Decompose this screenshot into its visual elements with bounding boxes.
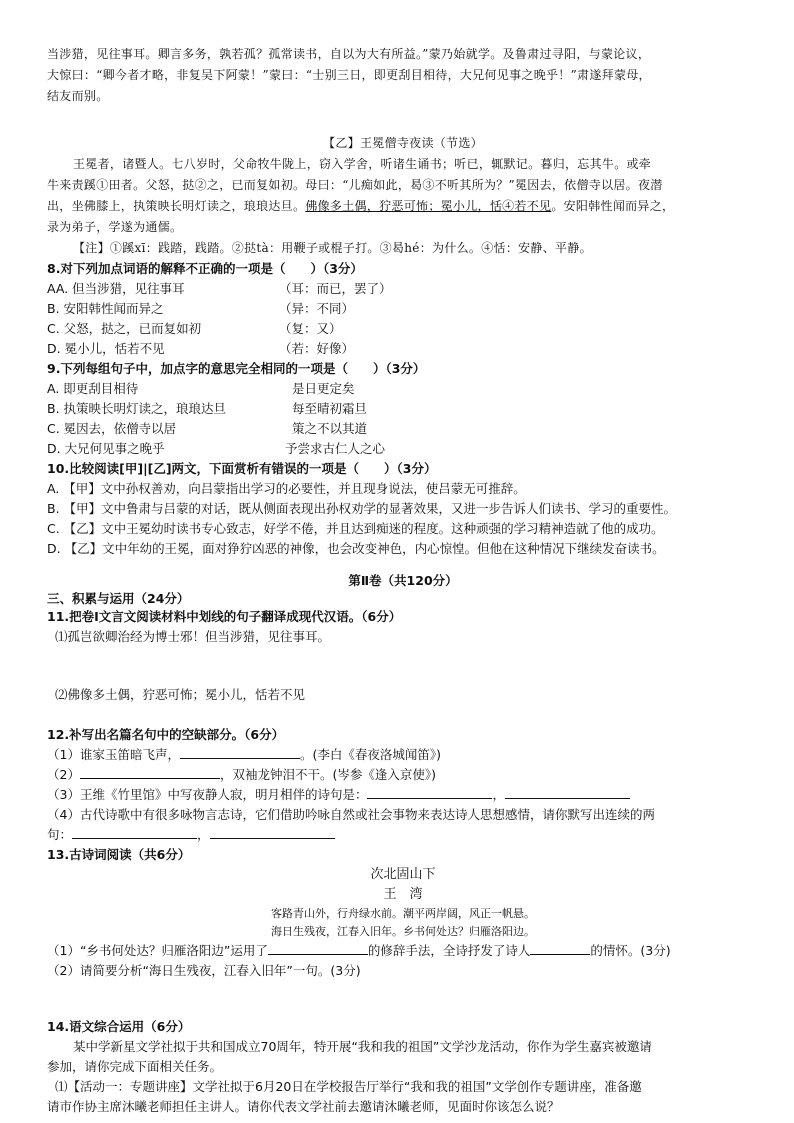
option-row (47, 379, 759, 399)
option-compare: 是日更定矣 (292, 381, 355, 396)
fill-text: 的情怀。(3分) (590, 943, 671, 958)
passage-a-line: 结友而别。 (47, 89, 109, 103)
option-text: D. 大兄何见事之晚乎 (47, 441, 165, 456)
translate-sentence-1: ⑴孤岂欲卿治经为博士邪！但当涉猎，见往事耳。 (55, 629, 331, 644)
question-10 (47, 459, 759, 559)
fill-text: （3）王维《竹里馆》中写夜静人寂，明月相伴的诗句是： (47, 787, 368, 802)
question-10-stem: 10.比较阅读[甲]|[乙]两文，下面赏析有错误的一项是（ ）（3分） (47, 461, 437, 476)
translate-sentence-2: ⑵佛像多土偶，狞恶可怖；冕小儿，恬若不见 (55, 687, 306, 702)
answer-blank[interactable] (210, 826, 335, 839)
option-text: D. 【乙】文中年幼的王冕，面对狰狞凶恶的神像，也会改变神色，内心惊惶。但他在这种情况下继续发奋读书。 (47, 541, 665, 556)
question-9-stem: 9.下列每组句子中，加点字的意思完全相同的一项是（ ）（3分） (47, 361, 426, 376)
answer-blank[interactable] (268, 942, 368, 955)
option-text: B. 安阳韩性闻而异之 (47, 301, 164, 316)
option-row (47, 419, 759, 439)
part-2-title: 第Ⅱ卷（共120分） (348, 573, 458, 588)
passage-b-line: 录为弟子，学遂为通儒。 (47, 220, 183, 234)
question-14-stem: 14.语文综合运用（6分） (47, 1019, 191, 1034)
option-row (47, 319, 759, 339)
option-text: C. 【乙】文中王冕幼时读书专心致志，好学不倦，并且达到痴迷的程度。这种顽强的学习精神造就了他的成功。 (47, 521, 664, 536)
activity-line: ⑴【活动一：专题讲座】文学社拟于6月20日在学校报告厅举行“我和我的祖国”文学创作专题讲座，准备邀 (55, 1079, 642, 1094)
fill-text: ， (492, 787, 505, 802)
fill-line (47, 825, 759, 845)
option-note: （异：不同） (279, 301, 355, 316)
option-row (47, 439, 759, 459)
option-row (47, 399, 759, 419)
answer-space (47, 647, 759, 685)
activity-line: 请市作协主席沐曦老师担任主讲人。请你代表文学社前去邀请沐曦老师，见面时你该怎么说？ (47, 1099, 560, 1114)
passage-a-line: 当涉猎，见往事耳。卿言多务，孰若孤？孤常读书，自以为大有所益。”蒙乃始就学。及鲁肃过寻阳，与蒙论议， (47, 47, 651, 61)
passage-b-text: 出，坐佛膝上，执策映长明灯读之，琅琅达旦。 (47, 199, 306, 213)
sub-question (47, 941, 759, 961)
question-9 (47, 359, 759, 459)
option-text: A. 【甲】文中孙权善劝，向吕蒙指出学习的必要性，并且现身说法，使吕蒙无可推辞。 (47, 481, 526, 496)
question-14 (47, 1017, 759, 1117)
passage-a-ending (47, 44, 759, 107)
underlined-sentence: 佛像多土偶，狞恶可怖；冕小儿，恬④若不见 (305, 199, 552, 213)
fill-text: 句： (47, 827, 73, 842)
question-13-stem: 13.古诗词阅读（共6分） (47, 847, 191, 862)
option-text: C. 冕因去，依僧寺以居 (47, 421, 177, 436)
passage-b-line (47, 196, 759, 217)
poem-author: 王 湾 (383, 887, 423, 902)
option-text: C. 父怒，挞之，已而复如初 (47, 321, 202, 336)
question-11-stem: 11.把卷Ⅰ文言文阅读材料中划线的句子翻译成现代汉语。（6分） (47, 609, 402, 624)
option-row (47, 299, 759, 319)
passage-a-line: 大惊曰：“卿今者才略，非复吴下阿蒙！”蒙曰：“士别三日，即更刮目相待，大兄何见事之晚乎！”肃遂拜蒙母， (47, 68, 651, 82)
option-compare: 予尝求古仁人之心 (285, 441, 386, 456)
fill-text: （1）“乡书何处达？归雁洛阳边”运用了 (47, 943, 268, 958)
passage-b-title: 【乙】王冕僧寺夜读（节选） (323, 136, 483, 150)
answer-blank[interactable] (80, 766, 220, 779)
option-note: （若：好像） (279, 341, 355, 356)
question-11 (47, 607, 759, 705)
answer-blank[interactable] (72, 826, 197, 839)
option-text: A. 即更刮目相待 (47, 381, 139, 396)
option-text: B. 执策映长明灯读之，琅琅达旦 (47, 401, 227, 416)
intro-line: 某中学新星文学社拟于共和国成立70周年，特开展“我和我的祖国”文学沙龙活动，你作为学生嘉宾被邀请 (73, 1039, 652, 1054)
option-text: AA. 但当涉猎，见往事耳 (47, 281, 185, 296)
option-note: （复：又） (279, 321, 342, 336)
question-8 (47, 259, 759, 359)
answer-blank[interactable] (180, 746, 300, 759)
question-12 (47, 725, 759, 845)
option-compare: 每至晴初霜旦 (292, 401, 368, 416)
option-text: B. 【甲】文中鲁肃与吕蒙的对话，既从侧面表现出孙权劝学的显著效果，又进一步告诉人们读书、学习的重要性。 (47, 501, 677, 516)
option-compare: 策之不以其道 (292, 421, 368, 436)
fill-text: （1）谁家玉笛暗飞声， (47, 747, 180, 762)
option-text: D. 冕小儿，恬若不见 (47, 341, 165, 356)
option-row (47, 339, 759, 359)
fill-text: 的修辞手法，全诗抒发了诗人 (367, 943, 531, 958)
passage-b-line: 牛来责蹊①田者。父怒，挞②之，已而复如初。母曰：“儿痴如此，曷③不听其所为？”冕因去，依僧寺以居。夜潜 (47, 178, 663, 192)
passage-b (47, 133, 759, 259)
question-13 (47, 845, 759, 981)
fill-line (47, 745, 759, 765)
intro-line: 参加，请你完成下面相关任务。 (47, 1059, 223, 1074)
poem-line: 海日生残夜，江春入旧年。乡书何处达？归雁洛阳边。 (271, 925, 535, 938)
fill-source: ，双袖龙钟泪不干。(岑参《逢入京使》) (219, 767, 436, 782)
fill-line (47, 765, 759, 785)
section-3-title: 三、积累与运用（24分） (47, 591, 190, 606)
question-12-stem: 12.补写出名篇名句中的空缺部分。（6分） (47, 727, 285, 742)
answer-blank[interactable] (505, 786, 630, 799)
fill-text: （2） (47, 767, 80, 782)
fill-source: 。(李白《春夜洛城闻笛》) (299, 747, 441, 762)
fill-line: （4）古代诗歌中有很多咏物言志诗，它们借助吟咏自然或社会事物来表达诗人思想感情，请你默写出连续的两 (47, 807, 655, 822)
option-row (47, 279, 759, 299)
answer-blank[interactable] (367, 786, 492, 799)
poem-line: 客路青山外，行舟绿水前。潮平两岸阔，风正一帆悬。 (271, 907, 535, 920)
question-8-stem: 8.对下列加点词语的解释不正确的一项是（ ）（3分） (47, 261, 363, 276)
fill-text: ， (197, 827, 210, 842)
passage-b-text: 。安阳韩性闻而异之， (551, 199, 675, 213)
passage-b-notes: 【注】①蹊xī：践踏，践踏。②挞tà：用鞭子或棍子打。③曷hé：为什么。④恬：安静、平静。 (73, 241, 592, 255)
option-note: （耳：而已，罢了） (279, 281, 392, 296)
sub-question: （2）请简要分析“海日生残夜，江春入旧年”一句。(3分) (47, 963, 361, 978)
poem-title: 次北固山下 (370, 867, 436, 882)
answer-blank[interactable] (530, 942, 590, 955)
passage-b-line: 王冕者，诸暨人。七八岁时，父命牧牛陇上，窃入学舍，听诸生诵书；听已，辄默记。暮归，忘其牛。或牵 (73, 157, 652, 171)
fill-line (47, 785, 759, 805)
